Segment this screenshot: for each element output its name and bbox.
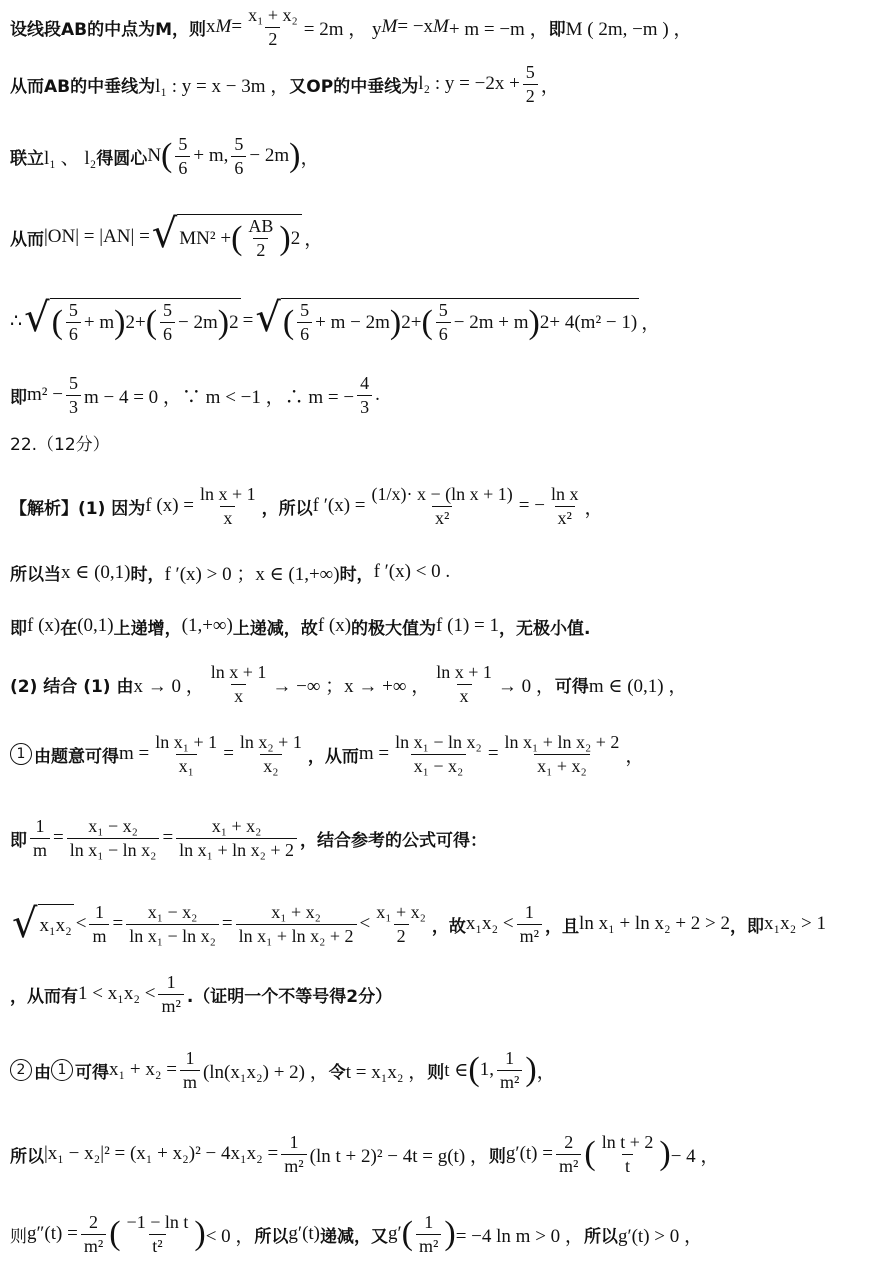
- line-distance-equation: [10, 288, 891, 354]
- fraction: [67, 817, 160, 860]
- text-run: 得圆心: [96, 148, 148, 169]
- fraction: [392, 733, 485, 776]
- fraction-numerator: ln t + 2: [601, 1131, 654, 1152]
- math-run: |x₁ − x₂|² = (x₁ + x₂)² − 4x₁x₂ =: [44, 1143, 279, 1164]
- fraction-denominator: m²: [416, 1234, 441, 1256]
- math-run: (ln t + 2)² − 4t = g(t) ，: [309, 1145, 489, 1167]
- circled-number: 1: [10, 743, 32, 765]
- fraction-denominator: x₂: [260, 754, 281, 776]
- fraction-numerator: ln x: [550, 483, 579, 504]
- math-run: ，: [300, 147, 320, 169]
- big-bracket: ): [217, 303, 230, 341]
- fraction-denominator: 6: [160, 322, 175, 344]
- text-run: 可得: [554, 676, 589, 697]
- fraction: [373, 903, 429, 946]
- fraction-denominator: ln x₁ + ln x₂ + 2: [236, 924, 357, 946]
- fraction-denominator: x: [231, 684, 246, 706]
- big-bracket: (: [421, 303, 433, 341]
- text-run: 即: [10, 830, 27, 851]
- math-subscript: M: [215, 16, 232, 37]
- math-run: m ∈ (0,1) ，: [588, 675, 688, 697]
- fraction-numerator: 1: [35, 815, 45, 836]
- fraction-denominator: ln x₁ − ln x₂: [126, 924, 219, 946]
- big-bracket: (: [145, 303, 158, 341]
- math-superscript: 2: [125, 311, 135, 333]
- big-bracket: (: [584, 1135, 596, 1172]
- text-run: ，无极小值.: [499, 618, 591, 639]
- text-run: 在: [60, 618, 78, 639]
- fraction: [369, 485, 516, 528]
- math-run: = −4 ln m > 0 ，: [455, 1225, 584, 1247]
- fraction: [236, 903, 357, 946]
- math-run: f ′(x) > 0 ；x ∈ (1,+∞): [164, 563, 340, 585]
- fraction-denominator: m²: [281, 1154, 306, 1176]
- big-bracket: ): [389, 303, 402, 341]
- fraction-numerator: 1: [424, 1211, 434, 1232]
- text-run: 递减，又: [320, 1226, 388, 1247]
- math-run: < 0 ，: [205, 1225, 255, 1247]
- fraction: [208, 663, 270, 706]
- math-run: x: [206, 16, 216, 37]
- fraction: [30, 817, 50, 860]
- fraction: [436, 301, 451, 344]
- fraction: [502, 733, 623, 776]
- math-run: − 4 ，: [670, 1145, 720, 1167]
- math-run: =: [223, 743, 234, 764]
- text-run: ，结合参考的公式可得：: [300, 830, 488, 851]
- math-run: m² −: [27, 384, 63, 405]
- text-run: 从而AB的中垂线为: [10, 76, 156, 97]
- math-run: m =: [119, 743, 150, 764]
- fraction-numerator: ln x + 1: [210, 661, 267, 682]
- fraction: [523, 63, 538, 106]
- fraction-denominator: ln x₁ + ln x₂ + 2: [176, 838, 297, 860]
- fraction-denominator: m: [180, 1070, 200, 1092]
- math-run: =: [242, 310, 254, 331]
- text-run: ，所以: [261, 498, 313, 519]
- fraction-denominator: x: [457, 684, 472, 706]
- fraction-numerator: ln x₁ + ln x₂ + 2: [504, 731, 620, 752]
- line-on-equals-an: [10, 204, 891, 270]
- fraction: [160, 301, 175, 344]
- line-g-second-derivative: [10, 1202, 891, 1266]
- fraction-numerator: ln x₁ + 1: [155, 731, 218, 752]
- text-run: 联立: [10, 148, 44, 169]
- math-superscript: 2: [290, 227, 301, 249]
- math-run: m =: [358, 743, 390, 764]
- fraction-denominator: 6: [66, 322, 81, 344]
- line-problem-22-header: [10, 428, 891, 456]
- math-run: g″(t) =: [27, 1223, 78, 1244]
- fraction-denominator: x: [220, 506, 235, 528]
- fraction-denominator: 2: [394, 924, 409, 946]
- square-root: [24, 295, 241, 344]
- math-superscript: 2: [229, 311, 239, 333]
- math-run: − 2m: [178, 311, 218, 333]
- line-g-function: [10, 1122, 891, 1186]
- text-run: (1) 因为: [78, 498, 146, 519]
- line-conclusion-range: [10, 968, 891, 1020]
- fraction: [81, 1213, 106, 1256]
- big-bracket: ): [194, 1215, 206, 1252]
- big-bracket: ): [289, 137, 301, 174]
- fraction-denominator: m²: [81, 1234, 106, 1256]
- fraction-denominator: m²: [158, 994, 183, 1016]
- math-run: − 2m + m: [453, 311, 529, 333]
- line-midpoint: [10, 6, 891, 48]
- big-bracket: (: [468, 1051, 480, 1088]
- fraction-denominator: ln x₁ − ln x₂: [67, 838, 160, 860]
- fraction-numerator: 1: [505, 1047, 515, 1068]
- math-subscript: M: [381, 16, 398, 37]
- fraction-numerator: x₁ − x₂: [147, 901, 198, 922]
- math-run: = −x: [397, 16, 434, 37]
- fraction: [231, 135, 246, 178]
- fraction: [416, 1213, 441, 1256]
- math-run: l₁ : y = x − 3m ，: [155, 75, 290, 97]
- fraction-numerator: x₁ + x₂: [248, 4, 298, 25]
- fraction-denominator: m: [89, 924, 109, 946]
- fraction-denominator: m²: [556, 1154, 581, 1176]
- fraction: [433, 663, 495, 706]
- fraction-numerator: −1 − ln t: [126, 1211, 189, 1232]
- fraction-denominator: x²: [555, 506, 575, 528]
- math-run: ln x₁ + ln x₂ + 2 > 2: [579, 913, 730, 934]
- fraction-numerator: 1: [166, 971, 176, 992]
- fraction-numerator: ln x + 1: [200, 483, 256, 504]
- math-run: l₂ : y = −2x +: [418, 73, 520, 94]
- fraction-denominator: 6: [297, 322, 312, 344]
- text-run: ，即: [730, 916, 764, 937]
- fraction-numerator: ln x + 1: [436, 661, 492, 682]
- math-run: +: [410, 311, 422, 333]
- math-run: g′(t): [288, 1223, 320, 1244]
- math-run: =: [221, 913, 233, 934]
- math-run: + m,: [193, 145, 229, 166]
- fraction-numerator: 4: [360, 372, 370, 393]
- fraction-denominator: 3: [357, 395, 372, 417]
- line-perpendicular-bisectors: [10, 60, 891, 108]
- math-run: <: [75, 913, 87, 934]
- radical-sign: √: [24, 295, 50, 342]
- text-run: 由题意可得: [34, 746, 119, 767]
- text-run: 的极大值为: [351, 618, 437, 639]
- fraction: [152, 733, 220, 776]
- math-run: + m − 2m: [315, 311, 390, 333]
- fraction: [175, 135, 190, 178]
- fraction-denominator: x²: [432, 506, 452, 528]
- circled-number: 2: [10, 1059, 32, 1081]
- fraction: [245, 6, 301, 49]
- text-run: 所以: [583, 1226, 618, 1247]
- line-solve-m: [10, 370, 891, 420]
- fraction: [357, 374, 372, 417]
- math-run: ∴: [10, 310, 23, 332]
- math-run: + m = −m ，: [448, 18, 549, 40]
- fraction-numerator: ln x₂ + 1: [239, 731, 302, 752]
- fraction-denominator: x₁ + x₂: [534, 754, 590, 776]
- fraction-numerator: 5: [300, 300, 310, 321]
- radicand: [281, 298, 639, 344]
- math-run: ，: [625, 745, 645, 767]
- fraction: [599, 1133, 657, 1176]
- fraction-numerator: 5: [163, 300, 173, 321]
- fraction-denominator: t²: [149, 1234, 165, 1256]
- math-run: x → 0 ，: [133, 675, 205, 697]
- fraction: [297, 301, 312, 344]
- text-run: 又OP的中垂线为: [289, 76, 419, 97]
- math-run: f (x): [27, 615, 61, 636]
- math-run: 1,: [479, 1059, 494, 1080]
- fraction-denominator: m²: [517, 924, 542, 946]
- radicand: [177, 214, 302, 260]
- big-bracket: ): [114, 303, 126, 341]
- math-run: (ln(x₁x₂) + 2) ，: [202, 1061, 329, 1083]
- math-run: g′: [388, 1223, 402, 1244]
- fraction: [556, 1133, 581, 1176]
- fraction-numerator: 5: [234, 133, 244, 154]
- text-run: 则: [10, 1226, 27, 1247]
- line-part2-limits: [10, 656, 891, 712]
- math-run: f (1) = 1: [436, 615, 499, 636]
- text-run: 由: [34, 1062, 51, 1083]
- fraction-denominator: 2: [253, 238, 268, 260]
- text-run: 所以当: [10, 564, 61, 585]
- radicand: [38, 904, 74, 944]
- fraction: [124, 1213, 192, 1256]
- text-run: (2) 结合 (1) 由: [10, 676, 134, 697]
- big-bracket: (: [282, 303, 295, 341]
- fraction: [245, 217, 276, 260]
- line-reciprocal-m: [10, 806, 891, 870]
- text-run: 上递增，: [113, 618, 182, 639]
- math-run: ，: [584, 497, 604, 519]
- fraction: [548, 485, 582, 528]
- math-superscript: 2: [401, 311, 411, 333]
- math-run: ，: [540, 75, 560, 97]
- math-run: ，: [536, 1061, 556, 1083]
- math-run: + 4(m² − 1): [549, 311, 638, 333]
- math-run: =: [112, 913, 124, 934]
- math-run: + m: [83, 311, 115, 333]
- text-run: 上递减，故: [232, 618, 318, 639]
- fraction-numerator: AB: [248, 216, 274, 237]
- text-run: ，从而: [307, 746, 359, 767]
- math-subscript: M: [433, 16, 449, 37]
- math-run: =: [53, 827, 64, 848]
- circled-number: 1: [51, 1059, 73, 1081]
- math-run: (0,1): [77, 615, 114, 636]
- text-run: 22.（12分）: [10, 434, 110, 455]
- big-bracket: (: [161, 137, 173, 174]
- fraction-denominator: m: [30, 838, 50, 860]
- math-run: 1 < x₁x₂ <: [78, 983, 156, 1004]
- fraction: [517, 903, 542, 946]
- text-run: 【解析】: [10, 498, 78, 519]
- text-run: 即: [548, 19, 566, 40]
- fraction-numerator: 5: [178, 133, 188, 154]
- fraction-denominator: 6: [231, 156, 246, 178]
- math-run: ，: [304, 228, 324, 250]
- fraction: [197, 485, 259, 528]
- fraction: [237, 733, 305, 776]
- radical-sign: √: [12, 901, 38, 947]
- line-step2-substitution: [10, 1038, 891, 1102]
- fraction-numerator: (1/x)· x − (ln x + 1): [371, 483, 513, 504]
- text-run: ，且: [545, 916, 580, 937]
- big-bracket: (: [231, 219, 243, 257]
- text-run: 所以: [10, 1146, 44, 1167]
- math-run: x₁x₂ <: [465, 913, 514, 934]
- math-run: x₁x₂: [39, 914, 72, 936]
- fraction-denominator: x₁ − x₂: [411, 754, 467, 776]
- big-bracket: ): [525, 1051, 537, 1088]
- fraction-numerator: 5: [438, 300, 448, 321]
- fraction-numerator: 1: [94, 901, 104, 922]
- fraction: [158, 973, 183, 1016]
- text-run: 所以: [254, 1226, 289, 1247]
- text-run: 时，: [130, 564, 165, 585]
- fraction-numerator: 5: [68, 300, 78, 321]
- fraction-numerator: 2: [564, 1131, 574, 1152]
- text-run: 可得: [75, 1062, 109, 1083]
- fraction-denominator: x₁: [176, 754, 197, 776]
- math-run: g′(t) =: [505, 1143, 553, 1164]
- fraction-numerator: x₁ + x₂: [376, 901, 426, 922]
- fraction: [126, 903, 219, 946]
- math-run: g′(t) > 0 ，: [617, 1225, 703, 1247]
- fraction-numerator: 1: [524, 901, 534, 922]
- math-run: f (x) =: [145, 495, 194, 516]
- fraction-denominator: 6: [175, 156, 190, 178]
- big-bracket: (: [109, 1215, 121, 1252]
- math-run: f ′(x) =: [312, 495, 366, 516]
- math-run: m − 4 = 0 ，∵ m < −1 ，∴ m = −: [83, 386, 355, 408]
- text-run: 则: [488, 1146, 506, 1167]
- fraction-denominator: 3: [66, 395, 81, 417]
- big-bracket: ): [659, 1135, 671, 1172]
- math-run: x₁x₂ > 1: [764, 913, 826, 934]
- math-run: = 2m ， y: [303, 18, 382, 40]
- fraction-numerator: 5: [525, 61, 535, 82]
- fraction-denominator: m²: [497, 1070, 522, 1092]
- line-monotonic-intervals: [10, 552, 891, 592]
- math-run: ，: [641, 312, 661, 334]
- math-run: =: [487, 743, 499, 764]
- big-bracket: (: [401, 1215, 413, 1252]
- big-bracket: (: [51, 303, 63, 341]
- math-run: (1,+∞): [181, 615, 233, 636]
- math-run: =: [231, 16, 243, 37]
- fraction-numerator: 1: [289, 1131, 299, 1152]
- square-root: [12, 901, 74, 947]
- text-run: 即: [10, 618, 27, 639]
- math-run: → −∞ ；x → +∞ ，: [272, 675, 431, 697]
- math-run: MN² +: [179, 227, 232, 249]
- math-run: = −: [518, 495, 545, 516]
- square-root: [255, 295, 639, 344]
- text-run: 令: [328, 1062, 346, 1083]
- math-run: |ON| = |AN| =: [44, 226, 150, 247]
- text-run: 设线段AB的中点为M，则: [10, 19, 207, 40]
- fraction: [176, 817, 297, 860]
- math-superscript: 2: [539, 311, 550, 333]
- square-root: [151, 211, 302, 260]
- fraction-denominator: t: [622, 1154, 633, 1176]
- text-run: 即: [10, 387, 27, 408]
- fraction-numerator: x₁ + x₂: [211, 815, 262, 836]
- fraction-numerator: x₁ − x₂: [88, 815, 138, 836]
- math-run: t = x₁x₂ ，: [345, 1061, 428, 1083]
- line-step1-equation: [10, 724, 891, 784]
- line-circle-center: [10, 126, 891, 186]
- math-run: → 0 ，: [497, 675, 555, 697]
- text-run: 从而: [10, 229, 44, 250]
- big-bracket: ): [528, 303, 540, 341]
- fraction-numerator: 1: [185, 1047, 195, 1068]
- math-run: <: [359, 913, 371, 934]
- math-run: t ∈: [444, 1059, 469, 1081]
- math-run: +: [135, 311, 146, 333]
- fraction-denominator: 6: [436, 322, 451, 344]
- text-run: .（证明一个不等号得2分）: [186, 986, 393, 1007]
- big-bracket: ): [444, 1215, 456, 1252]
- text-run: ，从而有: [10, 986, 78, 1007]
- fraction: [497, 1049, 522, 1092]
- math-run: l₁ 、 l₂: [44, 147, 97, 169]
- fraction-denominator: 2: [523, 84, 538, 106]
- math-run: x ∈ (0,1): [61, 561, 131, 583]
- big-bracket: ): [279, 219, 291, 257]
- fraction: [89, 903, 109, 946]
- fraction: [281, 1133, 306, 1176]
- math-run: =: [162, 827, 174, 848]
- text-run: 则: [427, 1062, 445, 1083]
- line-inequality-chain: [10, 892, 891, 956]
- fraction: [66, 301, 81, 344]
- fraction-numerator: ln x₁ − ln x₂: [395, 731, 482, 752]
- fraction: [180, 1049, 200, 1092]
- radical-sign: √: [151, 211, 178, 258]
- math-run: x₁ + x₂ =: [109, 1059, 177, 1080]
- math-run: − 2m: [249, 145, 290, 166]
- text-run: 时，: [339, 564, 374, 585]
- fraction-numerator: 5: [68, 372, 78, 393]
- math-run: N: [147, 145, 162, 166]
- math-run: f (x): [317, 615, 352, 636]
- text-run: ，故: [431, 916, 466, 937]
- fraction-numerator: x₁ + x₂: [271, 901, 321, 922]
- math-run: f ′(x) < 0 .: [373, 561, 451, 582]
- radicand: [50, 298, 241, 344]
- fraction-denominator: 2: [265, 27, 280, 49]
- math-run: .: [375, 384, 380, 405]
- radical-sign: √: [255, 295, 281, 342]
- line-extreme-value: [10, 606, 891, 646]
- math-run: M ( 2m, −m ) ，: [565, 18, 693, 40]
- fraction: [66, 374, 81, 417]
- line-analysis-part1: [10, 466, 891, 546]
- fraction-numerator: 2: [89, 1211, 99, 1232]
